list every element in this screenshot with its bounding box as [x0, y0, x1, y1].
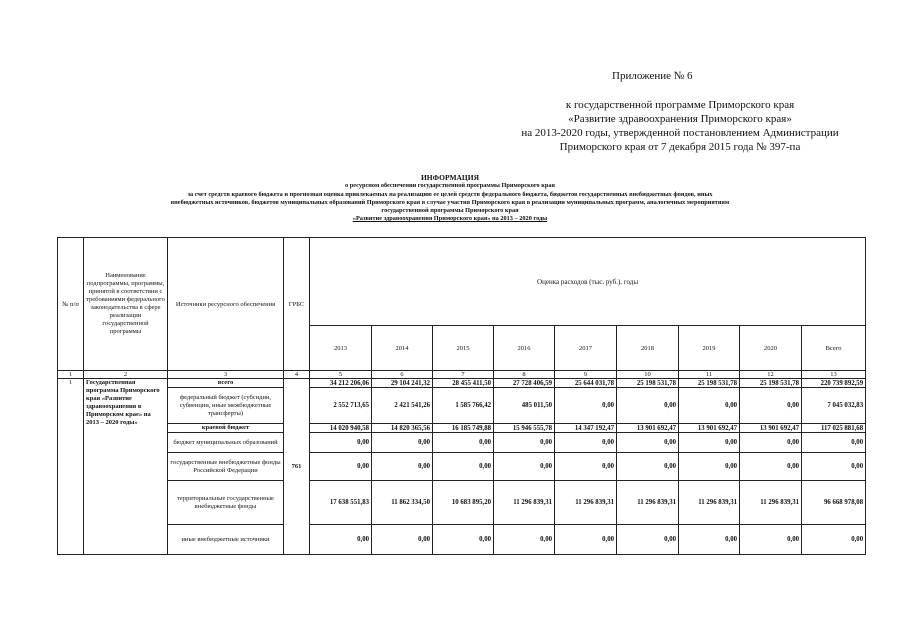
annex-line: к государственной программе Приморского края [565, 99, 795, 111]
value-cell: 11 296 839,31 [740, 481, 802, 525]
value-cell: 0,00 [555, 433, 617, 453]
value-cell: 0,00 [679, 388, 740, 424]
year-header: 2013 [310, 326, 372, 371]
total-cell: 96 668 978,08 [802, 481, 866, 525]
total-cell: 7 045 032,83 [802, 388, 866, 424]
source-cell: бюджет муниципальных образований [168, 433, 284, 453]
heading-line: внебюджетных источников, бюджетов муниципальных образований Приморского края в случае участия Приморского края в реализации муниципальных программ, аналогичных мероприятиям [170, 198, 730, 206]
value-cell: 1 585 766,42 [433, 388, 494, 424]
table-row [58, 424, 866, 433]
value-cell: 0,00 [372, 433, 433, 453]
source-cell: федеральный бюджет (субсидии, субвенции, иные межбюджетные трансферты) [168, 388, 284, 424]
value-cell: 0,00 [555, 388, 617, 424]
value-cell: 0,00 [679, 525, 740, 555]
value-cell: 28 455 411,50 [433, 379, 494, 388]
header-num: № п/п [58, 238, 84, 371]
value-cell: 485 011,50 [494, 388, 555, 424]
value-cell: 34 212 206,06 [310, 379, 372, 388]
total-cell: 0,00 [802, 525, 866, 555]
value-cell: 13 901 692,47 [617, 424, 679, 433]
heading-line: «Развитие здравоохранения Приморского края» на 2013 – 2020 годы [352, 215, 548, 223]
total-header: Всего [802, 326, 866, 371]
column-number: 8 [494, 371, 555, 379]
column-number: 6 [372, 371, 433, 379]
table-row [58, 379, 866, 388]
value-cell: 13 901 692,47 [740, 424, 802, 433]
value-cell: 0,00 [372, 525, 433, 555]
column-number-row [58, 371, 866, 379]
year-header: 2017 [555, 326, 617, 371]
column-number: 13 [802, 371, 866, 379]
year-header: 2014 [372, 326, 433, 371]
value-cell: 0,00 [617, 453, 679, 481]
column-number: 12 [740, 371, 802, 379]
header-estimate: Оценка расходов (тыс. руб.), годы [310, 238, 866, 326]
annex-title: Приложение № 6 [612, 70, 693, 82]
source-cell: иные внебюджетные источники [168, 525, 284, 555]
heading-line: государственной программы Приморского края [381, 207, 519, 215]
source-cell: краевой бюджет [168, 424, 284, 433]
annex-line: на 2013-2020 годы, утвержденной постановлением Администрации [521, 127, 839, 139]
value-cell: 11 296 839,31 [617, 481, 679, 525]
value-cell: 11 296 839,31 [555, 481, 617, 525]
column-number: 4 [284, 371, 310, 379]
column-number: 10 [617, 371, 679, 379]
year-header: 2015 [433, 326, 494, 371]
annex-line: «Развитие здравоохранения Приморского края» [568, 113, 792, 125]
source-cell: государственные внебюджетные фонды Российской Федерации [168, 453, 284, 481]
annex-subtitle [500, 98, 860, 154]
value-cell: 0,00 [679, 453, 740, 481]
value-cell: 2 552 713,65 [310, 388, 372, 424]
column-number: 7 [433, 371, 494, 379]
column-number: 3 [168, 371, 284, 379]
value-cell: 14 820 365,56 [372, 424, 433, 433]
heading-title: ИНФОРМАЦИЯ [420, 173, 480, 182]
value-cell: 29 104 241,32 [372, 379, 433, 388]
table-row [58, 388, 866, 424]
value-cell: 10 683 895,20 [433, 481, 494, 525]
total-cell: 117 025 881,68 [802, 424, 866, 433]
grbs-cell: 761 [284, 379, 310, 555]
value-cell: 0,00 [740, 388, 802, 424]
program-name: Государственная программа Приморского края «Развитие здравоохранения в Приморском крае» на 2013 – 2020 годы» [84, 379, 168, 555]
value-cell: 14 347 192,47 [555, 424, 617, 433]
table-row [58, 453, 866, 481]
value-cell: 27 728 406,59 [494, 379, 555, 388]
value-cell: 0,00 [740, 433, 802, 453]
value-cell: 0,00 [617, 525, 679, 555]
value-cell: 0,00 [617, 433, 679, 453]
value-cell: 0,00 [372, 453, 433, 481]
column-number: 2 [84, 371, 168, 379]
value-cell: 0,00 [433, 453, 494, 481]
value-cell: 0,00 [740, 525, 802, 555]
value-cell: 13 901 692,47 [679, 424, 740, 433]
header-grbs: ГРБС [284, 238, 310, 371]
value-cell: 16 185 749,88 [433, 424, 494, 433]
heading-line: за счет средств краевого бюджета и прогнозная оценка привлекаемых на реализацию ее целей средств федерального бюджета, бюджетов государственных внебюджетных фондов, иных [187, 190, 713, 198]
year-header: 2016 [494, 326, 555, 371]
value-cell: 0,00 [555, 453, 617, 481]
value-cell: 0,00 [740, 453, 802, 481]
year-header: 2020 [740, 326, 802, 371]
total-cell: 0,00 [802, 433, 866, 453]
value-cell: 25 198 531,78 [740, 379, 802, 388]
year-header: 2018 [617, 326, 679, 371]
total-cell: 0,00 [802, 453, 866, 481]
value-cell: 0,00 [617, 388, 679, 424]
row-number: 1 [58, 379, 84, 555]
header-row [58, 238, 866, 326]
value-cell: 0,00 [433, 433, 494, 453]
value-cell: 11 296 839,31 [494, 481, 555, 525]
document-heading [60, 174, 840, 224]
value-cell: 0,00 [310, 525, 372, 555]
table-row [58, 525, 866, 555]
annex-line: Приморского края от 7 декабря 2015 года № 397-па [559, 141, 801, 153]
header-sources: Источники ресурсного обеспечения [168, 238, 284, 371]
value-cell: 0,00 [310, 433, 372, 453]
value-cell: 11 862 334,50 [372, 481, 433, 525]
table-row [58, 433, 866, 453]
value-cell: 25 644 031,78 [555, 379, 617, 388]
resource-table [57, 237, 866, 555]
value-cell: 0,00 [555, 525, 617, 555]
value-cell: 15 946 555,78 [494, 424, 555, 433]
header-name: Наименование подпрограммы, программы, принятой в соответствии с требованиями федерального законодательства в сфере реализации государственной программы [84, 238, 168, 371]
value-cell: 14 020 940,58 [310, 424, 372, 433]
heading-line: о ресурсном обеспечении государственной программы Приморского края [345, 182, 555, 190]
value-cell: 11 296 839,31 [679, 481, 740, 525]
value-cell: 2 421 541,26 [372, 388, 433, 424]
table-row [58, 481, 866, 525]
value-cell: 0,00 [494, 433, 555, 453]
value-cell: 25 198 531,78 [617, 379, 679, 388]
column-number: 9 [555, 371, 617, 379]
value-cell: 0,00 [310, 453, 372, 481]
column-number: 1 [58, 371, 84, 379]
source-cell: территориальные государственные внебюджетные фонды [168, 481, 284, 525]
year-header: 2019 [679, 326, 740, 371]
value-cell: 0,00 [494, 453, 555, 481]
column-number: 5 [310, 371, 372, 379]
value-cell: 0,00 [679, 433, 740, 453]
value-cell: 17 638 551,83 [310, 481, 372, 525]
value-cell: 0,00 [433, 525, 494, 555]
column-number: 11 [679, 371, 740, 379]
value-cell: 25 198 531,78 [679, 379, 740, 388]
source-cell: всего [168, 379, 284, 388]
value-cell: 0,00 [494, 525, 555, 555]
total-cell: 220 739 892,59 [802, 379, 866, 388]
